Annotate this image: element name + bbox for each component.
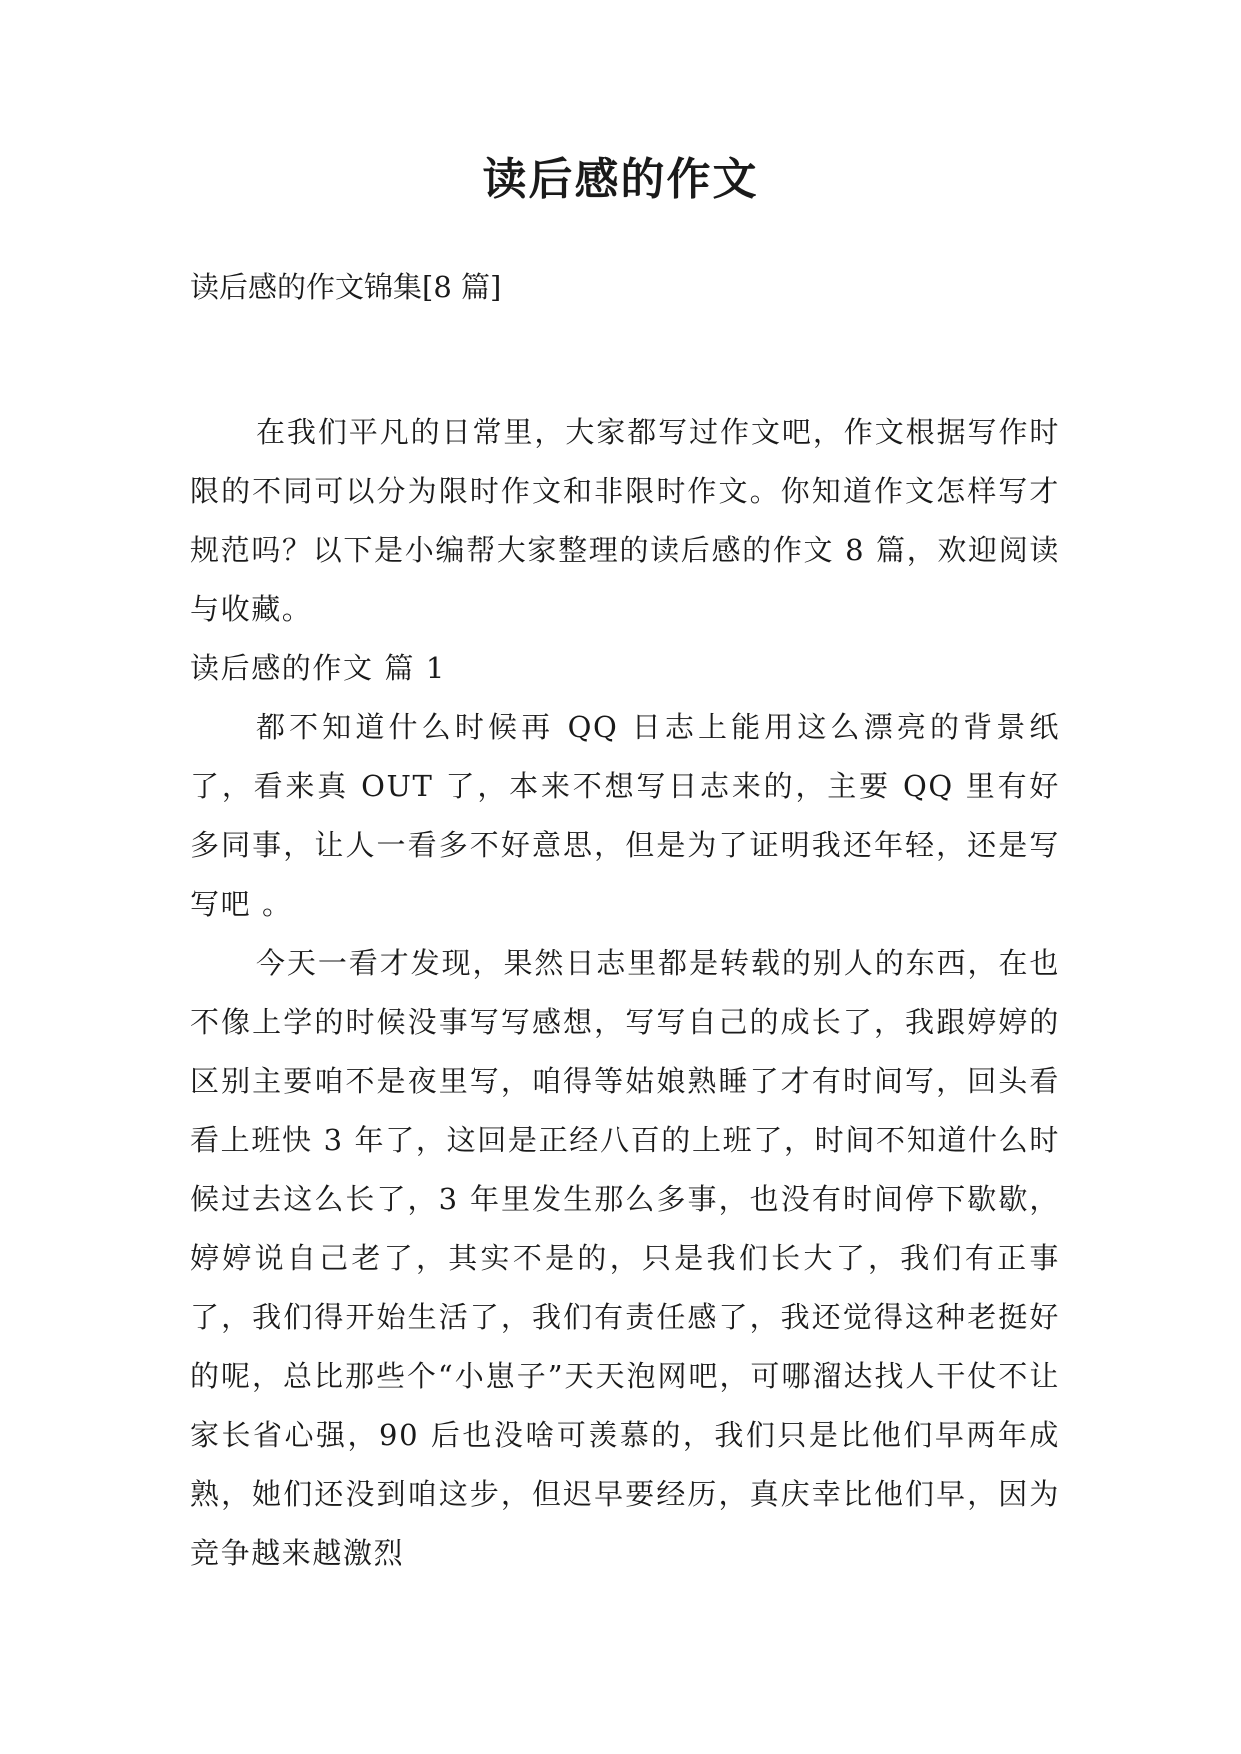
intro-paragraph: 在我们平凡的日常里，大家都写过作文吧，作文根据写作时限的不同可以分为限时作文和非限时作文。你知道作文怎样写才规范吗？以下是小编帮大家整理的读后感的作文 8 篇，欢迎阅读与收藏。 (190, 415, 1060, 626)
document-subtitle: 读后感的作文锦集[8 篇] (190, 270, 502, 304)
document-title: 读后感的作文 (482, 154, 759, 205)
section-heading: 读后感的作文 篇 1 (190, 651, 446, 685)
section-paragraph: 今天一看才发现，果然日志里都是转载的别人的东西，在也不像上学的时候没事写写感想，写写自己的成长了，我跟婷婷的区别主要咱不是夜里写，咱得等姑娘熟睡了才有时间写，回头看看上班快 3 年了，这回是正经八百的上班了，时间不知道什么时候过去这么长了，3 年里发生那么多事，也没有时间停下歇歇，婷婷说自己老了，其实不是的，只是我们长大了，我们有正事了，我们得开始生活了，我们有责任感了，我还觉得这种老挺好的呢，总比那些个“小崽子”天天泡网吧，可哪溜达找人干仗不让家长省心强，90 后也没啥可羡慕的，我们只是比他们早两年成熟，她们还没到咱这步，但迟早要经历，真庆幸比他们早，因为竞争越来越激烈 (190, 946, 1060, 1570)
document-body (190, 403, 1060, 1583)
section-paragraph: 都不知道什么时候再 QQ 日志上能用这么漂亮的背景纸了，看来真 OUT 了，本来不想写日志来的，主要 QQ 里有好多同事，让人一看多不好意思，但是为了证明我还年轻，还是写写吧 。 (190, 710, 1060, 921)
